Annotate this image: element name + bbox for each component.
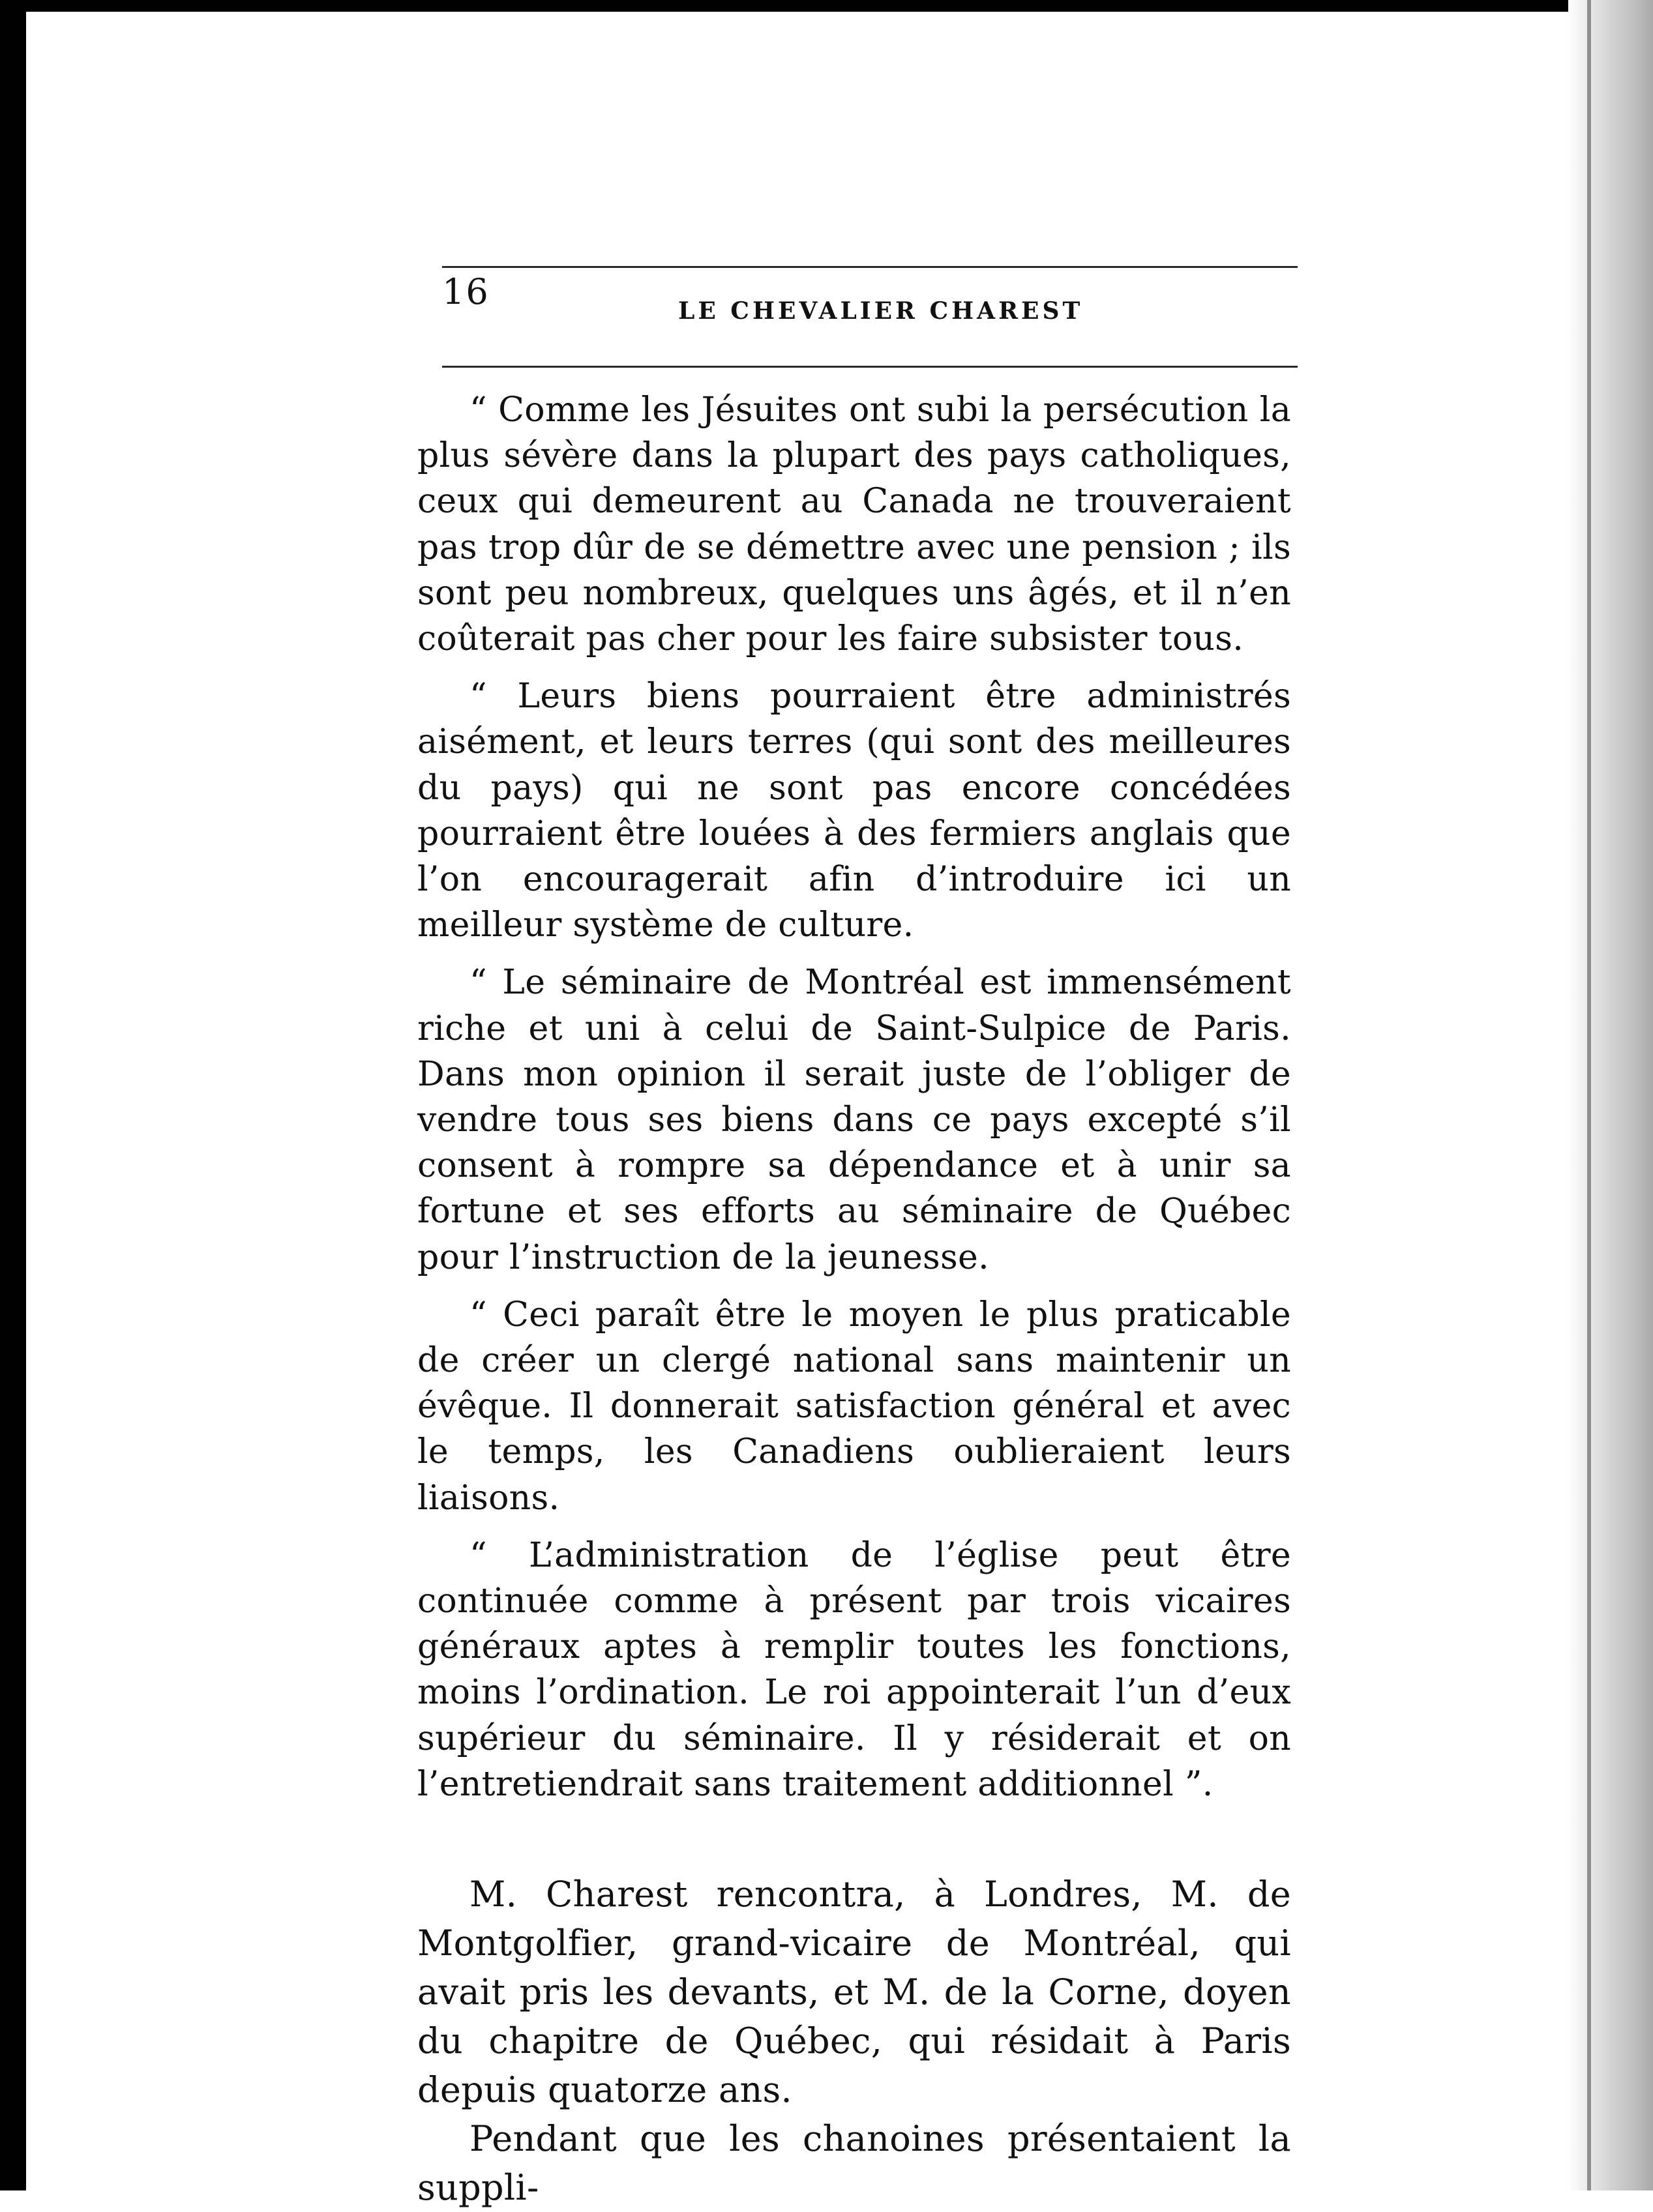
- scan-border-left: [0, 0, 26, 2190]
- quote-paragraph-4: “ Ceci paraît être le moyen le plus praticable de créer un clergé national sans maintenir un évêque. Il donnerait satisfaction général et avec le temps, les Canadiens oublieraient leurs liaisons.: [417, 1295, 1291, 1518]
- quote-paragraph-3: “ Le séminaire de Montréal est immensément riche et uni à celui de Saint-Sulpice de Paris. Dans mon opinion il serait juste de l’obliger de vendre tous ses biens dans ce pays excepté s’il consent à rompre sa dépendance et à unir sa fortune et ses efforts au séminaire de Québec pour l’instruction de la jeunesse.: [417, 963, 1291, 1277]
- running-head: LE CHEVALIER CHAREST: [678, 297, 1084, 325]
- quote-paragraph-5: “ L’administration de l’église peut être continuée comme à présent par trois vicaires généraux aptes à remplir toutes les fonctions, moins l’ordination. Le roi appointerait l’un d’eux supérieur du séminaire. Il y résiderait et on l’entretiendrait sans traitement additionnel ”.: [417, 1535, 1291, 1804]
- body-paragraph-1: M. Charest rencontra, à Londres, M. de Montgolfier, grand-vicaire de Montréal, qui avait pris les devants, et M. de la Corne, doyen du chapitre de Québec, qui résidait à Paris depuis quatorze ans.: [417, 1874, 1291, 2111]
- page-edge-right: [1568, 0, 1653, 2190]
- page-number: 16: [442, 271, 490, 312]
- body-text-block: [417, 387, 1291, 2212]
- header-rule-top: [442, 266, 1298, 268]
- scan-border-top: [0, 0, 1653, 12]
- quote-paragraph-2: “ Leurs biens pourraient être administrés aisément, et leurs terres (qui sont des meilleures du pays) qui ne sont pas encore concédées pourraient être louées à des fermiers anglais que l’on encouragerait afin d’introduire ici un meilleur système de culture.: [417, 677, 1291, 945]
- header-rule-bottom: [442, 366, 1298, 368]
- quote-paragraph-1: “ Comme les Jésuites ont subi la persécution la plus sévère dans la plupart des pays catholiques, ceux qui demeurent au Canada ne trouveraient pas trop dûr de se démettre avec une pension ; ils sont peu nombreux, quelques uns âgés, et il n’en coûterait pas cher pour les faire subsister tous.: [417, 391, 1291, 659]
- page-edge-shadow-line: [1587, 0, 1591, 2190]
- body-paragraph-2: Pendant que les chanoines présentaient la suppli-: [417, 2118, 1291, 2209]
